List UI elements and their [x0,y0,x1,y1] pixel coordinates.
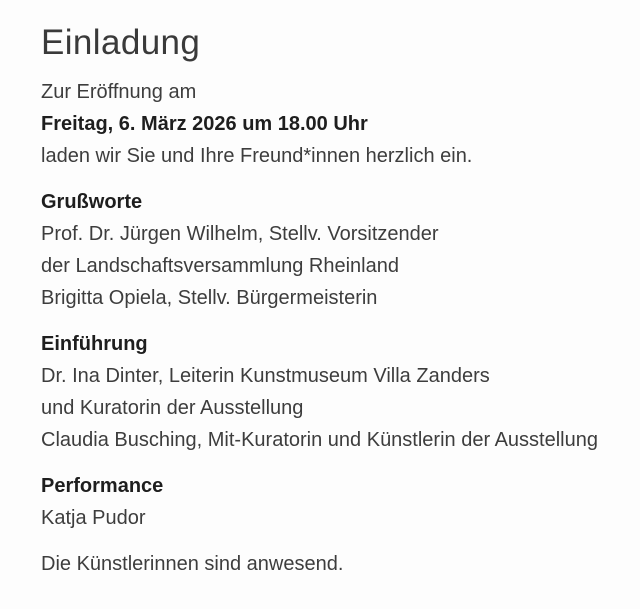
section-heading: Grußworte [41,191,143,213]
section-line: und Kuratorin der Ausstellung [41,397,304,419]
intro-line: Zur Eröffnung am [41,81,197,103]
intro-closing-line: laden wir Sie und Ihre Freund*innen herzlich ein. [41,145,473,167]
section-line: Brigitta Opiela, Stellv. Bürgermeisterin [41,287,378,309]
intro-paragraph [41,76,610,172]
section-line: Prof. Dr. Jürgen Wilhelm, Stellv. Vorsitzender [41,223,439,245]
section-line: Katja Pudor [41,507,146,529]
section-heading: Performance [41,475,164,497]
page-title: Einladung [41,23,201,62]
section-grussworte [41,186,610,314]
closing-note [41,548,610,580]
section-heading: Einführung [41,333,148,355]
section-line: Claudia Busching, Mit-Kuratorin und Künstlerin der Ausstellung [41,429,598,451]
section-einfuehrung [41,328,610,456]
section-line: Dr. Ina Dinter, Leiterin Kunstmuseum Villa Zanders [41,365,490,387]
event-date-line: Freitag, 6. März 2026 um 18.00 Uhr [41,113,368,135]
section-line: der Landschaftsversammlung Rheinland [41,255,399,277]
section-performance [41,470,610,534]
closing-note-line: Die Künstlerinnen sind anwesend. [41,553,344,575]
